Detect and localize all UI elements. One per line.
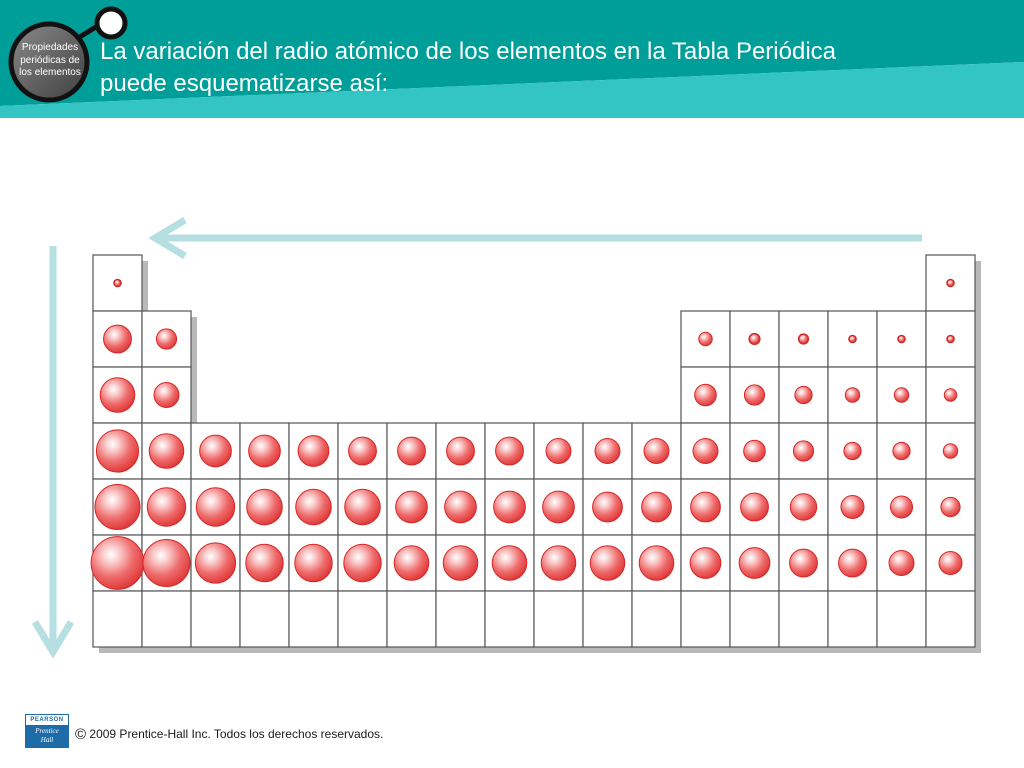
atom-sphere [841, 495, 864, 518]
atom-sphere [795, 386, 812, 403]
logo-line-1: Prentice [35, 727, 59, 735]
atom-sphere [196, 488, 234, 526]
atom-sphere [943, 444, 957, 458]
atom-sphere [845, 388, 859, 402]
atom-sphere [396, 491, 428, 523]
atom-sphere [394, 546, 429, 581]
atom-sphere [739, 548, 770, 579]
table-cell [534, 591, 583, 647]
atom-sphere [889, 551, 914, 576]
atom-sphere [443, 546, 478, 581]
atom-sphere [839, 549, 867, 577]
atom-sphere [941, 497, 960, 516]
down-arrow-icon [35, 246, 71, 652]
title-line-1: La variación del radio atómico de los elementos en la Tabla Periódica [100, 38, 836, 65]
atom-sphere [298, 436, 329, 467]
table-cell [926, 591, 975, 647]
atom-sphere [644, 439, 669, 464]
atom-sphere [494, 491, 526, 523]
atom-sphere [699, 332, 712, 345]
table-cell [240, 591, 289, 647]
title-line-2: puede esquematizarse así: [100, 70, 389, 97]
badge-line: los elementos [19, 67, 81, 78]
table-cell [436, 591, 485, 647]
atom-sphere [749, 334, 760, 345]
atom-sphere [295, 544, 332, 581]
copyright-symbol: © [75, 726, 87, 743]
table-cell [828, 591, 877, 647]
atom-sphere [690, 548, 721, 579]
atom-sphere [790, 494, 816, 520]
pearson-logo [25, 714, 69, 748]
badge-line: Propiedades [21, 42, 79, 53]
atom-sphere [349, 437, 377, 465]
table-cell [730, 591, 779, 647]
atom-sphere [695, 384, 717, 406]
table-cell [632, 591, 681, 647]
atom-sphere [790, 549, 818, 577]
atom-sphere [947, 336, 954, 343]
atom-sphere [143, 539, 190, 586]
atom-sphere [492, 546, 527, 581]
atom-sphere [944, 389, 956, 401]
table-cell [583, 591, 632, 647]
copyright-notice [75, 726, 383, 743]
atom-sphere [546, 439, 571, 464]
table-cell [289, 591, 338, 647]
atom-sphere [898, 336, 905, 343]
atom-sphere [249, 435, 281, 467]
table-cell [877, 591, 926, 647]
table-cell [338, 591, 387, 647]
table-cell [485, 591, 534, 647]
atom-sphere [543, 491, 575, 523]
copyright-text: 2009 Prentice-Hall Inc. Todos los derechos reservados. [89, 727, 384, 741]
atom-sphere [344, 544, 381, 581]
atom-sphere [445, 491, 477, 523]
atom-sphere [590, 546, 625, 581]
table-cell [93, 591, 142, 647]
atom-sphere [200, 435, 232, 467]
table-cell [681, 591, 730, 647]
atom-sphere [447, 437, 475, 465]
atom-sphere [642, 492, 672, 522]
atom-sphere [939, 551, 962, 574]
table-cell [191, 591, 240, 647]
atom-sphere [799, 334, 809, 344]
atom-sphere [104, 325, 132, 353]
atom-sphere [893, 442, 910, 459]
atom-sphere [247, 489, 283, 525]
atom-sphere [296, 489, 332, 525]
atom-sphere [593, 492, 623, 522]
atom-sphere [890, 496, 912, 518]
atom-sphere [147, 488, 185, 526]
atom-sphere [693, 439, 718, 464]
atom-sphere [114, 280, 121, 287]
periodic-table [80, 245, 990, 665]
atom-sphere [91, 537, 144, 590]
atom-sphere [793, 441, 813, 461]
atom-sphere [345, 489, 381, 525]
table-cell [779, 591, 828, 647]
table-cell [387, 591, 436, 647]
atom-sphere [595, 439, 620, 464]
atom-sphere [246, 544, 283, 581]
atom-sphere [744, 385, 764, 405]
atom-sphere [744, 440, 766, 462]
atom-sphere [100, 378, 135, 413]
atom-sphere [541, 546, 576, 581]
badge-line: periódicas de [20, 54, 80, 66]
table-cell [142, 591, 191, 647]
atom-sphere [844, 442, 861, 459]
logo-pearson-text: PEARSON [26, 715, 68, 725]
atom-sphere [95, 484, 140, 529]
atom-sphere [398, 437, 426, 465]
logo-line-2: Hall [40, 736, 54, 744]
atom-sphere [195, 543, 235, 583]
atom-sphere [154, 383, 179, 408]
atom-sphere [741, 493, 769, 521]
atom-sphere [149, 434, 184, 469]
atom-sphere [639, 546, 674, 581]
atom-sphere [691, 492, 721, 522]
atom-sphere [894, 388, 908, 402]
logo-prentice-hall-text [26, 725, 68, 745]
atom-sphere [96, 430, 138, 472]
atom-sphere [947, 280, 954, 287]
atom-sphere [156, 329, 176, 349]
atom-sphere [496, 437, 524, 465]
atom-sphere [849, 336, 856, 343]
